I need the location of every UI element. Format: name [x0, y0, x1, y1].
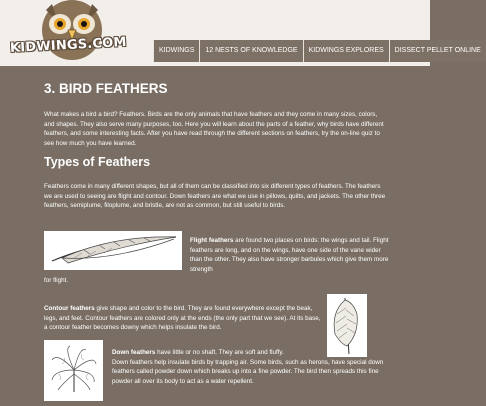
- contour-term: Contour feathers: [44, 305, 95, 312]
- main-nav: [153, 40, 486, 62]
- owl-logo-icon: [2, 0, 152, 66]
- nav-kidwings[interactable]: KIDWINGS: [153, 40, 199, 62]
- nav-kidwings-explores[interactable]: KIDWINGS EXPLORES: [303, 40, 389, 62]
- down-paragraph: [112, 348, 387, 386]
- flight-text: are found two places on birds: the wings and tail. Flight feathers are long, and on the wings, have one side of the vane wider than the other. They also have stronger barbules which give them more strength: [190, 237, 389, 273]
- types-heading: Types of Feathers: [44, 155, 151, 169]
- down-feather-icon: [44, 340, 103, 401]
- down-text-2: Down feathers help insulate birds by trapping air. Some birds, such as herons, have special down feathers called powder down which breaks up into a fine powder. The bird then spreads this fine powder all over its body to act as a water repellent.: [112, 358, 384, 385]
- down-term: Down feathers: [112, 349, 156, 356]
- flight-feather-icon: [44, 231, 182, 270]
- types-intro-paragraph: Feathers come in many different shapes, but all of them can be classified into six different types of feathers. The feathers we are used to seeing are flight and contour. Down feathers are what we use in pillows, quilts, and jackets. The other three feathers, semiplume, filoplume, and bristle, are not as common, but still useful to birds.: [44, 183, 386, 210]
- site-header: [0, 0, 481, 66]
- nav-12-nests-of-knowledge[interactable]: 12 NESTS OF KNOWLEDGE: [199, 40, 302, 62]
- flight-paragraph: [190, 236, 390, 274]
- down-text: have little or no shaft. They are soft and fluffy.: [155, 349, 284, 356]
- down-feather-image: [44, 340, 103, 401]
- flight-feather-image: [44, 231, 182, 270]
- intro-paragraph: What makes a bird a bird? Feathers. Birds are the only animals that have feathers and they come in many sizes, colors, and shapes. They also serve many purposes, too. Here you will learn about the parts of a feather, why birds have different feathers, and some interesting facts. After you have read through the different sections on feathers, try the on-line quiz to see how much you have learned.: [44, 111, 384, 147]
- contour-paragraph: [44, 304, 324, 333]
- site-logo[interactable]: [2, 0, 152, 66]
- flight-paragraph-end: for flight.: [44, 277, 69, 284]
- nav-dissect-pellet-online[interactable]: DISSECT PELLET ONLINE: [389, 40, 486, 62]
- logo-text: KIDWINGS.COM: [9, 34, 127, 57]
- page-title: 3. BIRD FEATHERS: [44, 81, 168, 96]
- contour-text: give shape and color to the bird. They are found everywhere except the beak, legs, and feet. Contour feathers are colored only at the ends (the only part that we see). At its base, a contour feather becomes downy which helps insulate the bird.: [44, 305, 321, 332]
- flight-term: Flight feathers: [190, 237, 234, 244]
